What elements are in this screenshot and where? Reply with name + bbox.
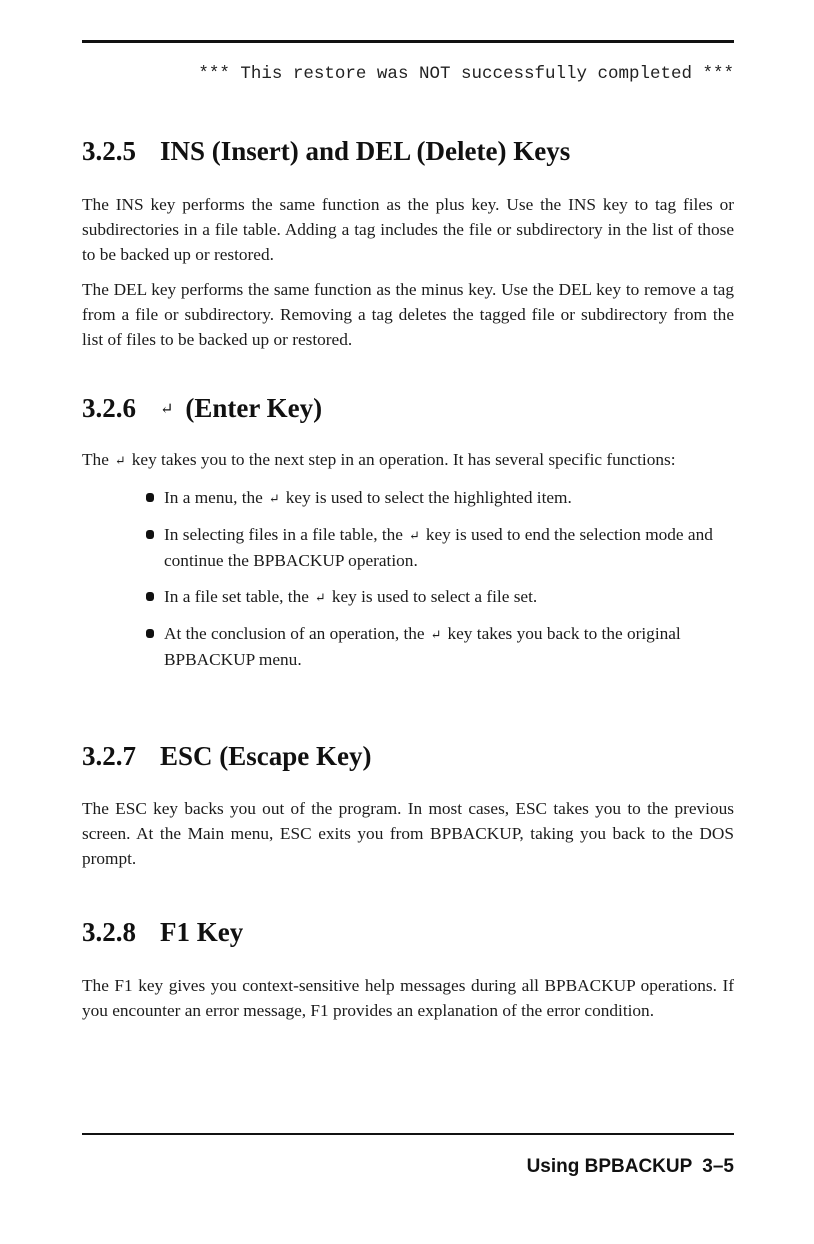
page-number: 3–5 bbox=[702, 1156, 734, 1177]
bullet-icon bbox=[146, 493, 154, 502]
bullet-list bbox=[154, 485, 714, 672]
bullet-text-before: In a file set table, the bbox=[164, 587, 309, 606]
bullet-text-after: key is used to end the selection mode and continue the BPBACKUP operation. bbox=[164, 525, 713, 570]
enter-key-icon: ↵ bbox=[314, 590, 326, 605]
section-heading bbox=[82, 917, 734, 948]
list-item bbox=[154, 584, 714, 610]
enter-key-icon: ↵ bbox=[408, 528, 420, 543]
section-title: ESC (Escape Key) bbox=[160, 741, 372, 771]
section-title: (Enter Key) bbox=[185, 393, 323, 423]
paragraph: The F1 key gives you context-sensitive help messages during all BPBACKUP operations. If you encounter an error message, F1 provides an explanation of the error condition. bbox=[82, 976, 734, 1020]
top-rule bbox=[82, 40, 734, 43]
list-item bbox=[154, 522, 714, 573]
section-esc bbox=[82, 741, 734, 871]
section-ins-del bbox=[82, 136, 734, 352]
section-title: INS (Insert) and DEL (Delete) Keys bbox=[160, 136, 571, 166]
section-number: 3.2.7 bbox=[82, 741, 136, 771]
section-number: 3.2.6 bbox=[82, 393, 136, 423]
intro-text-after: key takes you to the next step in an operation. It has several specific functions: bbox=[131, 450, 676, 469]
enter-key-icon: ↵ bbox=[114, 453, 126, 468]
paragraph: The INS key performs the same function as the plus key. Use the INS key to tag files or subdirectories in a file table. Adding a tag includes the file or subdirectory in the list of those to be backed up or restored. bbox=[82, 195, 734, 264]
section-title: F1 Key bbox=[160, 917, 244, 947]
paragraph: The ESC key backs you out of the program. In most cases, ESC takes you to the previous screen. At the Main menu, ESC exits you from BPBACKUP, taking you back to the DOS prompt. bbox=[82, 799, 734, 868]
enter-key-icon: ↵ bbox=[430, 627, 442, 642]
paragraph bbox=[82, 447, 734, 473]
section-enter bbox=[82, 393, 734, 683]
bottom-rule bbox=[82, 1133, 734, 1135]
bullet-text-after: key takes you back to the original BPBACKUP menu. bbox=[164, 624, 681, 669]
paragraph: The DEL key performs the same function as the minus key. Use the DEL key to remove a tag from a file or subdirectory. Removing a tag deletes the tagged file or subdirectory from the list of files to be backed up or restored. bbox=[82, 280, 734, 349]
list-item bbox=[154, 621, 714, 672]
section-number: 3.2.5 bbox=[82, 136, 136, 166]
footer-chapter-title: Using BPBACKUP bbox=[526, 1156, 693, 1177]
bullet-text-after: key is used to select a file set. bbox=[331, 587, 538, 606]
bullet-text-before: In selecting files in a file table, the bbox=[164, 525, 403, 544]
bullet-text-before: At the conclusion of an operation, the bbox=[164, 624, 425, 643]
bullet-icon bbox=[146, 530, 154, 539]
section-heading bbox=[82, 136, 734, 167]
list-item bbox=[154, 485, 714, 511]
intro-text-before: The bbox=[82, 450, 109, 469]
enter-key-icon: ↵ bbox=[268, 491, 280, 506]
bullet-text-before: In a menu, the bbox=[164, 488, 263, 507]
page-footer bbox=[527, 1156, 734, 1178]
enter-key-icon: ↵ bbox=[160, 401, 174, 418]
section-f1 bbox=[82, 917, 734, 1023]
bullet-text-after: key is used to select the highlighted item. bbox=[285, 488, 572, 507]
bullet-icon bbox=[146, 592, 154, 601]
restore-status-line: *** This restore was NOT successfully completed *** bbox=[198, 64, 734, 84]
bullet-icon bbox=[146, 629, 154, 638]
section-number: 3.2.8 bbox=[82, 917, 136, 947]
section-heading bbox=[82, 393, 734, 424]
section-heading bbox=[82, 741, 734, 772]
